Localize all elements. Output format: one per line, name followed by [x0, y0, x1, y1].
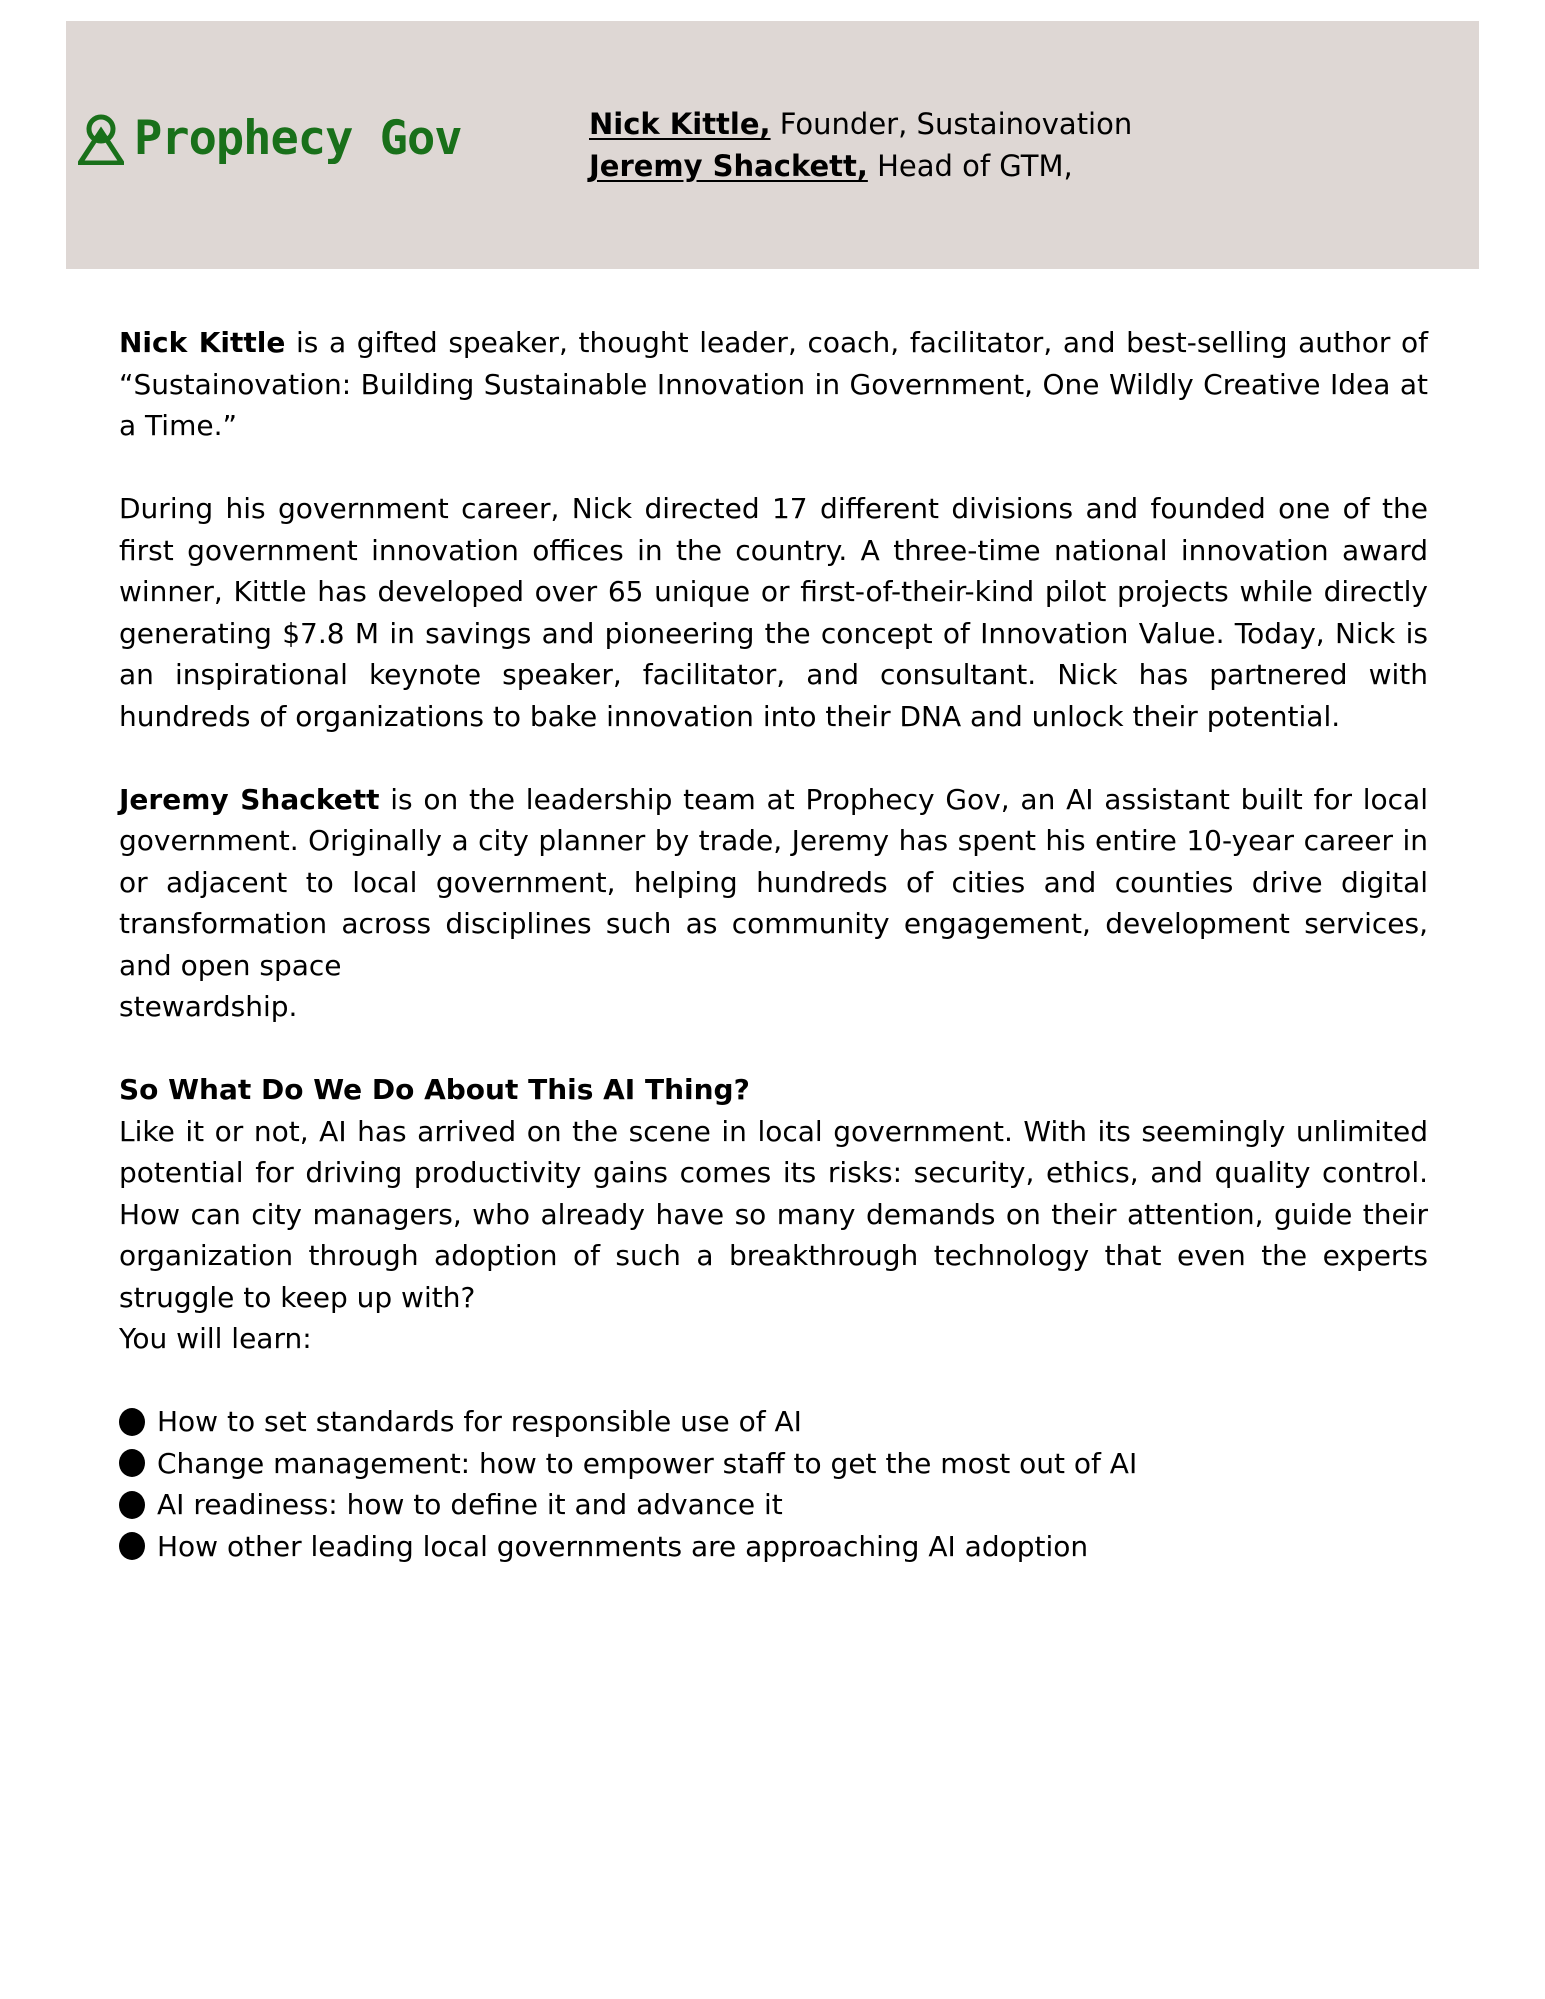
speaker-line: [589, 145, 1132, 187]
bullet-icon: [119, 1532, 145, 1560]
learning-list: [119, 1401, 1428, 1567]
nick-name: Nick Kittle: [119, 326, 286, 359]
list-item: [119, 1443, 1428, 1485]
list-item: [119, 1484, 1428, 1526]
list-item: [119, 1526, 1428, 1568]
logo: [78, 111, 462, 166]
bullet-icon: [119, 1449, 145, 1477]
section-heading: So What Do We Do About This AI Thing?: [119, 1073, 750, 1106]
nick-career-paragraph: During his government career, Nick directed 17 different divisions and founded one of the first government innovation offices in the country. A three-time national innovation award winner, Kittle has developed over 65 unique or first-of-their-kind pilot projects while directly generating $7.8 M in savings and pioneering the concept of Innovation Value. Today, Nick is an inspirational keynote speaker, facilitator, and consultant. Nick has partnered with hundreds of organizations to bake innovation into their DNA and unlock their potential.: [119, 492, 1428, 733]
learn-label: You will learn:: [119, 1322, 312, 1355]
list-item-text: How to set standards for responsible use of AI: [157, 1405, 802, 1438]
jeremy-paragraph: [119, 779, 1428, 987]
jeremy-name: Jeremy Shackett: [119, 782, 380, 816]
speaker-name: Nick Kittle,: [589, 107, 771, 141]
speaker-name: Jeremy Shackett,: [589, 149, 868, 183]
nick-intro-paragraph: [119, 322, 1428, 447]
jeremy-paragraph-end: stewardship.: [119, 990, 298, 1023]
speaker-list: [589, 103, 1132, 187]
person-mountain-icon: [78, 113, 124, 165]
list-item-text: Change management: how to empower staff to get the most out of AI: [157, 1446, 1138, 1480]
list-item: [119, 1401, 1428, 1443]
jeremy-text: is on the leadership team at Prophecy Gov, an AI assistant built for local government. Originally a city planner by trade, Jeremy has spent his entire 10-year career in or adjacent to local government, helping hundreds of cities and counties drive digital transformation across disciplines such as community engagement, development services, and open space: [119, 782, 1428, 982]
list-item-text: How other leading local governments are approaching AI adoption: [157, 1529, 1089, 1563]
header-banner: [66, 21, 1479, 269]
bullet-icon: [119, 1491, 145, 1519]
speaker-role: Head of GTM,: [867, 149, 1073, 183]
list-item-text: AI readiness: how to define it and advance it: [157, 1488, 783, 1521]
session-description: Like it or not, AI has arrived on the scene in local government. With its seemingly unlimited potential for driving productivity gains comes its risks: security, ethics, and quality control. How can city managers, who already have so many demands on their attention, guide their organization through adoption of such a breakthrough technology that even the experts struggle to keep up with?: [119, 1114, 1428, 1314]
nick-intro-text: is a gifted speaker, thought leader, coach, facilitator, and best-selling author of “Sustainovation: Building Sustainable Innovation in Government, One Wildly Creative Idea at a Time.”: [119, 326, 1429, 442]
speaker-role: Founder, Sustainovation: [770, 107, 1133, 141]
speaker-line: [589, 103, 1132, 145]
bullet-icon: [119, 1408, 145, 1436]
logo-text: Prophecy Gov: [134, 111, 462, 166]
document-body: [119, 322, 1428, 1567]
